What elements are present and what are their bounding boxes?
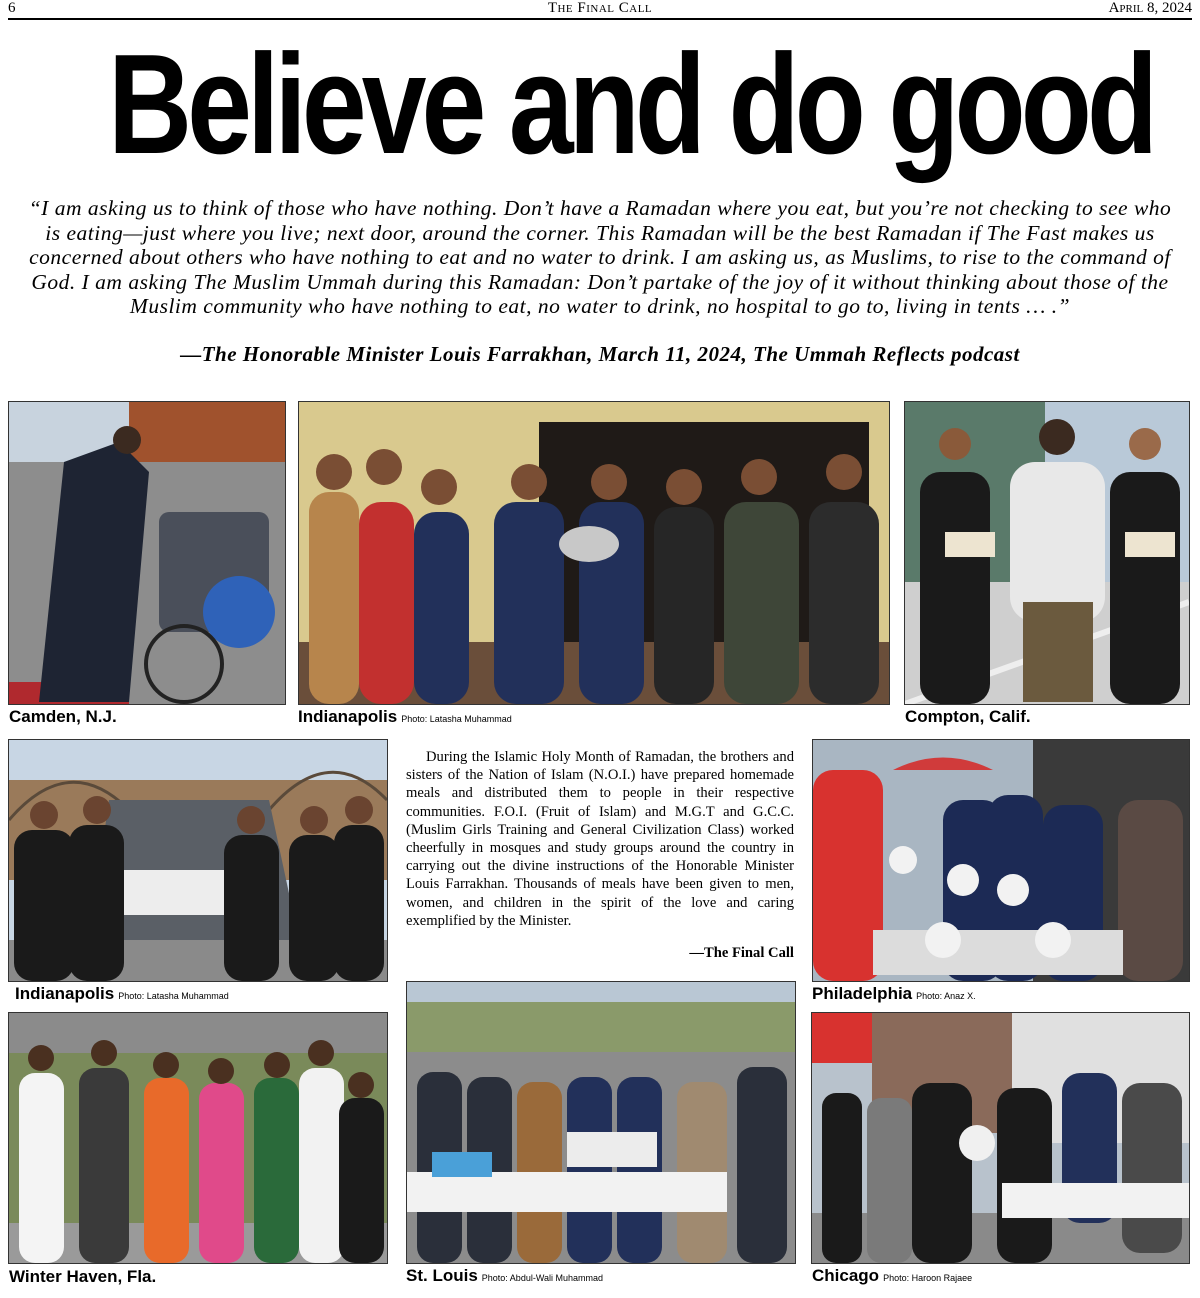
caption-location: Winter Haven, Fla. xyxy=(9,1267,157,1286)
page-header xyxy=(8,0,1192,20)
caption-indianapolis-1 xyxy=(298,707,512,727)
photo-chicago xyxy=(811,1012,1190,1264)
photo-credit: Photo: Anaz X. xyxy=(916,991,976,1001)
pull-quote: “I am asking us to think of those who have nothing. Don’t have a Ramadan where you eat, but you’re not checking to see who is eating—just where you live; next door, around the corner. This Ramadan will be the best Ramadan if The Fast makes us concerned about others who have nothing to eat and no water to drink. I am asking us, as Muslims, to rise to the command of God. I am asking The Muslim Ummah during this Ramadan: Don’t partake of the joy of it without thinking about those of the Muslim community who have nothing to eat, no water to drink, no hospital to go to, living in tents … .” xyxy=(28,196,1172,318)
photo-compton xyxy=(904,401,1190,705)
caption-location: Indianapolis xyxy=(298,707,398,726)
caption-location: Camden, N.J. xyxy=(9,707,117,726)
caption-location: Compton, Calif. xyxy=(905,707,1031,726)
photo-winter-haven xyxy=(8,1012,388,1264)
issue-date: April 8, 2024 xyxy=(1108,0,1192,16)
caption-camden xyxy=(9,707,117,727)
photo-credit: Photo: Latasha Muhammad xyxy=(401,714,512,724)
caption-indianapolis-2 xyxy=(15,984,229,1004)
article-signoff: —The Final Call xyxy=(689,945,794,961)
caption-st-louis xyxy=(406,1266,603,1286)
caption-location: Indianapolis xyxy=(15,984,115,1003)
caption-location: St. Louis xyxy=(406,1266,478,1285)
page-number: 6 xyxy=(8,0,16,16)
caption-location: Philadelphia xyxy=(812,984,913,1003)
article-body: During the Islamic Holy Month of Ramadan, the brothers and sisters of the Nation of Islam (N.O.I.) have prepared homemade meals and distributed them to people in their respective communities. F.O.I. (Fruit of Islam) and M.G.T and G.C.C. (Muslim Girls Training and General Civilization Class) worked cheerfully in mosques and study groups around the country in carrying out the divine instructions of the Honorable Minister Louis Farrakhan. Thousands of meals have been given to men, women, and children in the spirit of the love and caring exemplified by the Minister. xyxy=(406,749,794,929)
headline: Believe and do good xyxy=(108,25,1154,184)
caption-philadelphia xyxy=(812,984,976,1004)
photo-credit: Photo: Haroon Rajaee xyxy=(883,1273,973,1283)
caption-compton xyxy=(905,707,1031,727)
photo-credit: Photo: Latasha Muhammad xyxy=(118,991,229,1001)
caption-winter-haven xyxy=(9,1267,156,1287)
photo-credit: Photo: Abdul-Wali Muhammad xyxy=(481,1273,604,1283)
caption-location: Chicago xyxy=(812,1266,880,1285)
photo-indianapolis-kitchen xyxy=(298,401,890,705)
photo-philadelphia xyxy=(812,739,1190,982)
photo-indianapolis-car xyxy=(8,739,388,982)
photo-camden xyxy=(8,401,286,705)
caption-chicago xyxy=(812,1266,972,1286)
quote-attribution: —The Honorable Minister Louis Farrakhan, March 11, 2024, The Ummah Reflects podcast xyxy=(180,342,1020,366)
photo-st-louis xyxy=(406,981,796,1264)
publication-name: The Final Call xyxy=(547,0,653,16)
